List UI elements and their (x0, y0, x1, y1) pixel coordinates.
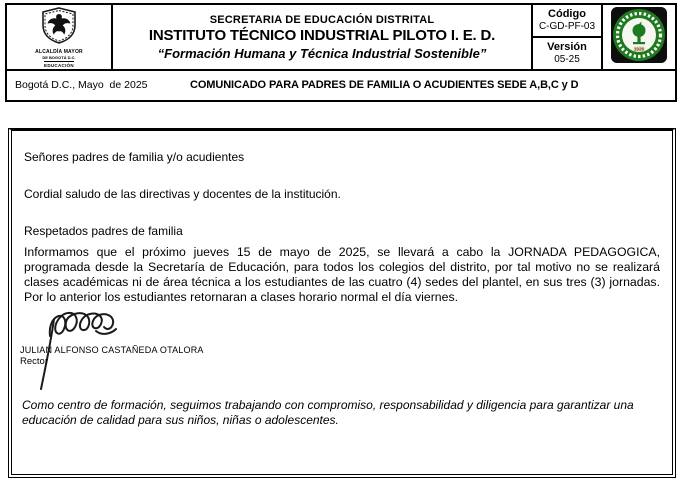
codigo-value: C-GD-PF-03 (538, 21, 596, 32)
codigo-label: Código (548, 8, 586, 20)
document-date: Bogotá D.C., Mayo de 2025 (15, 79, 148, 91)
school-seal-icon (610, 6, 668, 69)
bogota-shield-icon (39, 6, 79, 49)
opening-line: Respetados padres de familia (24, 224, 183, 238)
bogota-logo-line3: EDUCACIÓN (44, 63, 74, 68)
greeting-line: Cordial saludo de las directivas y docentes de la institución. (24, 187, 341, 201)
announcement-paragraph: Informamos que el próximo jueves 15 de mayo de 2025, se llevará a cabo la JORNADA PEDAGOGICA, programada desde la Secretaría de Educación, para todos los colegios del distrito, por tal motivo no se realizará clases académicas ni de área técnica a los estudiantes de las cuatro (4) sedes del plantel, en sus tres (3) jornadas. Por lo anterior los estudiantes retornaran a clases horario normal el día viernes. (24, 245, 660, 304)
letterhead-subrow (7, 69, 675, 100)
bogota-logo-divider (44, 61, 74, 62)
salutation-line: Señores padres de familia y/o acudientes (24, 150, 245, 164)
code-version-cell (533, 5, 603, 69)
institution-title: INSTITUTO TÉCNICO INDUSTRIAL PILOTO I. E. D. (148, 27, 496, 44)
seal-year-text: 1926 (633, 46, 645, 52)
bogota-logo-line2: DE BOGOTÁ D.C. (42, 55, 76, 60)
signer-name: JULIAN ALFONSO CASTAÑEDA OTALORA (20, 345, 204, 355)
codigo-block (533, 5, 601, 38)
version-block (533, 38, 601, 69)
bogota-logo-line1: ALCALDÍA MAYOR (35, 49, 83, 55)
bogota-coat-of-arms-cell (7, 5, 113, 69)
secretary-title: SECRETARIA DE EDUCACIÓN DISTRITAL (209, 14, 435, 26)
letterhead-top-row (7, 5, 675, 69)
institution-motto: “Formación Humana y Técnica Industrial Sostenible” (157, 46, 487, 61)
letter-body-box (8, 128, 676, 478)
version-value: 05-25 (554, 54, 580, 65)
version-label: Versión (547, 41, 587, 53)
letterhead-table (5, 3, 677, 102)
school-seal-cell (603, 5, 675, 69)
bogota-logo-caption (35, 50, 83, 68)
document-title: COMUNICADO PARA PADRES DE FAMILIA O ACUDIENTES SEDE A,B,C y D (190, 79, 579, 91)
closing-statement: Como centro de formación, seguimos trabajando con compromiso, responsabilidad y diligencia para garantizar una educación de calidad para sus niños, niñas o adolescentes. (22, 398, 634, 427)
signer-role: Rector (20, 356, 48, 367)
institution-heading-cell (113, 5, 533, 69)
